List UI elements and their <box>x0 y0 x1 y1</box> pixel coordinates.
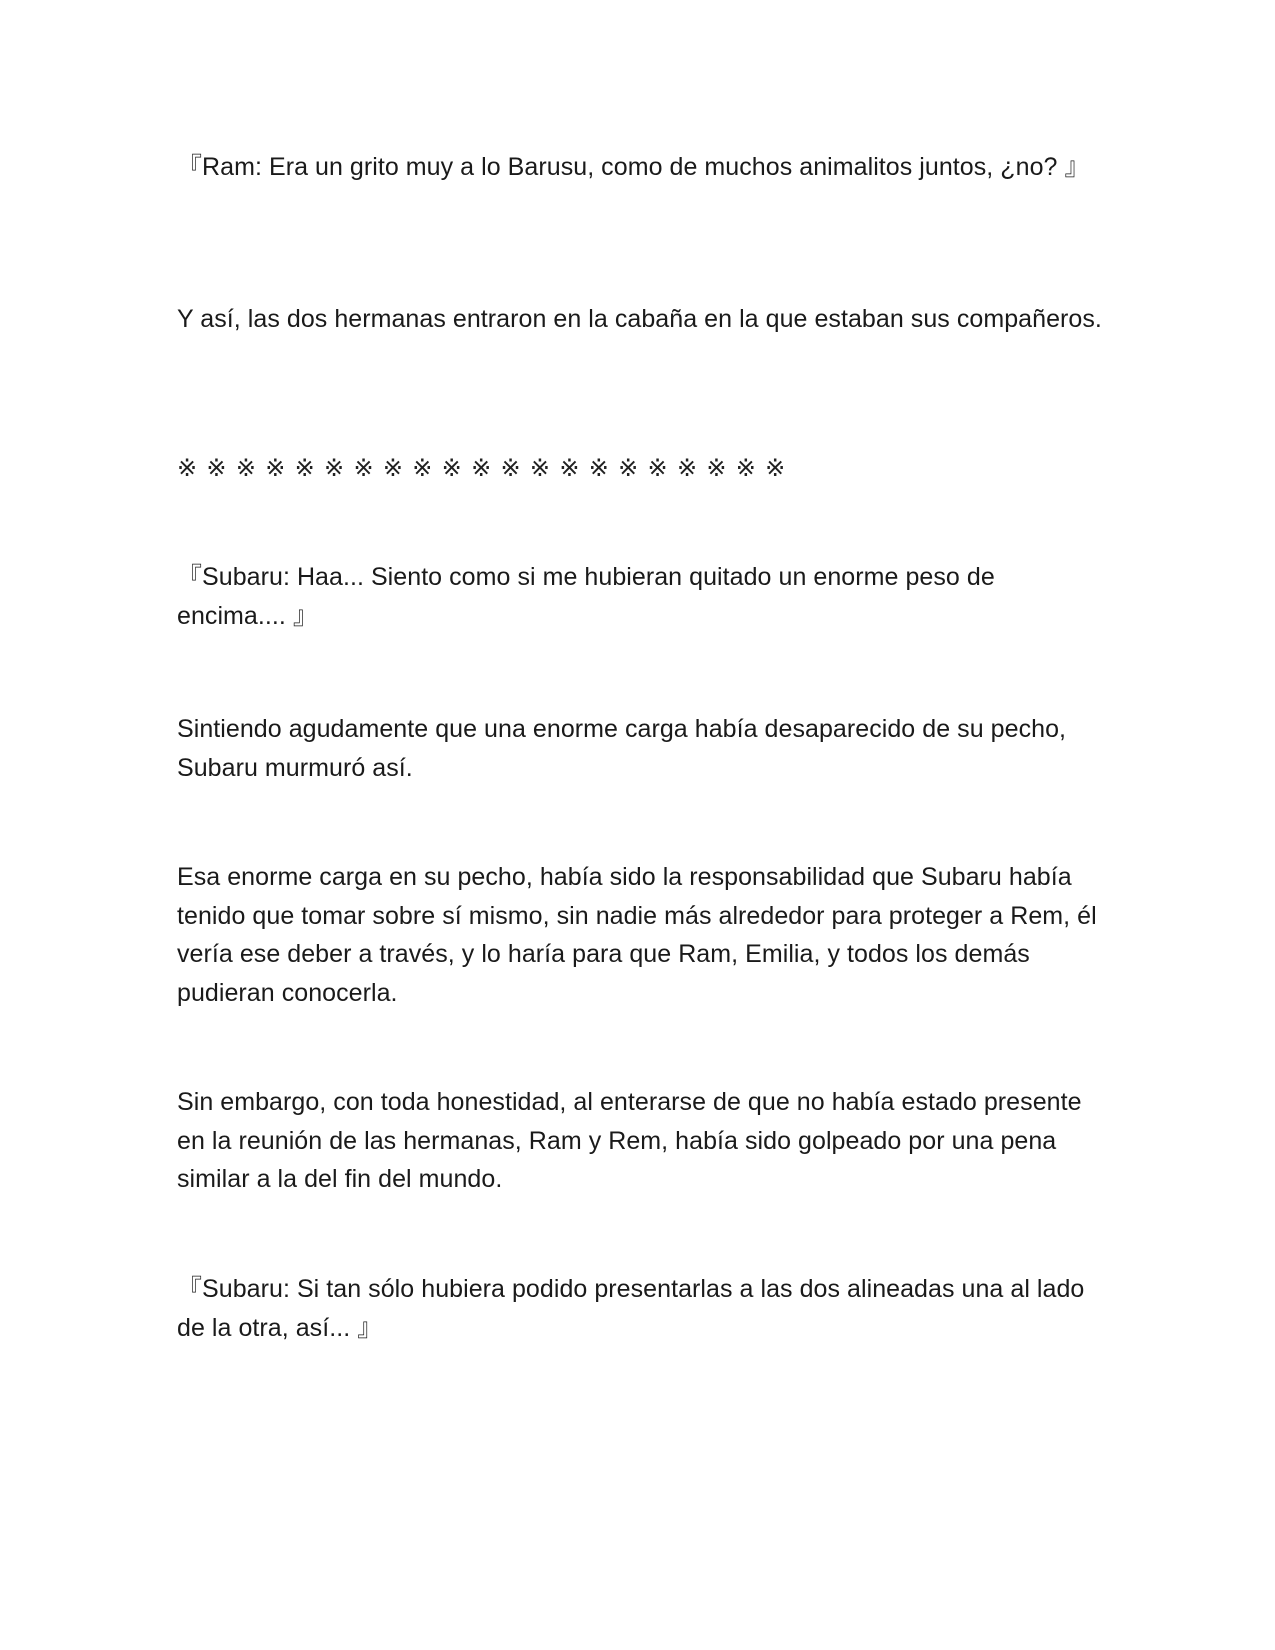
narration-paragraph: Sintiendo agudamente que una enorme carga había desaparecido de su pecho, Subaru murmuró así. <box>177 715 1067 782</box>
dialogue-subaru: 『Subaru: Si tan sólo hubiera podido presentarlas a las dos alineadas una al lado de la otra, así... 』 <box>177 1275 1085 1342</box>
narration-paragraph: Esa enorme carga en su pecho, había sido la responsabilidad que Subaru había tenido que tomar sobre sí mismo, sin nadie más alrededor para proteger a Rem, él vería ese deber a través, y lo haría para que Ram, Emilia, y todos los demás pudieran conocerla. <box>177 863 1097 1007</box>
dialogue-subaru: 『Subaru: Haa... Siento como si me hubieran quitado un enorme peso de encima.... 』 <box>177 563 995 630</box>
narration-paragraph: Y así, las dos hermanas entraron en la cabaña en la que estaban sus compañeros. <box>177 305 1102 333</box>
narration-paragraph: Sin embargo, con toda honestidad, al enterarse de que no había estado presente en la reunión de las hermanas, Ram y Rem, había sido golpeado por una pena similar a la del fin del mundo. <box>177 1088 1082 1193</box>
scene-break-divider: ※※※※※※※※※※※※※※※※※※※※※ <box>177 454 795 482</box>
dialogue-ram: 『Ram: Era un grito muy a lo Barusu, como de muchos animalitos juntos, ¿no? 』 <box>177 153 1090 181</box>
